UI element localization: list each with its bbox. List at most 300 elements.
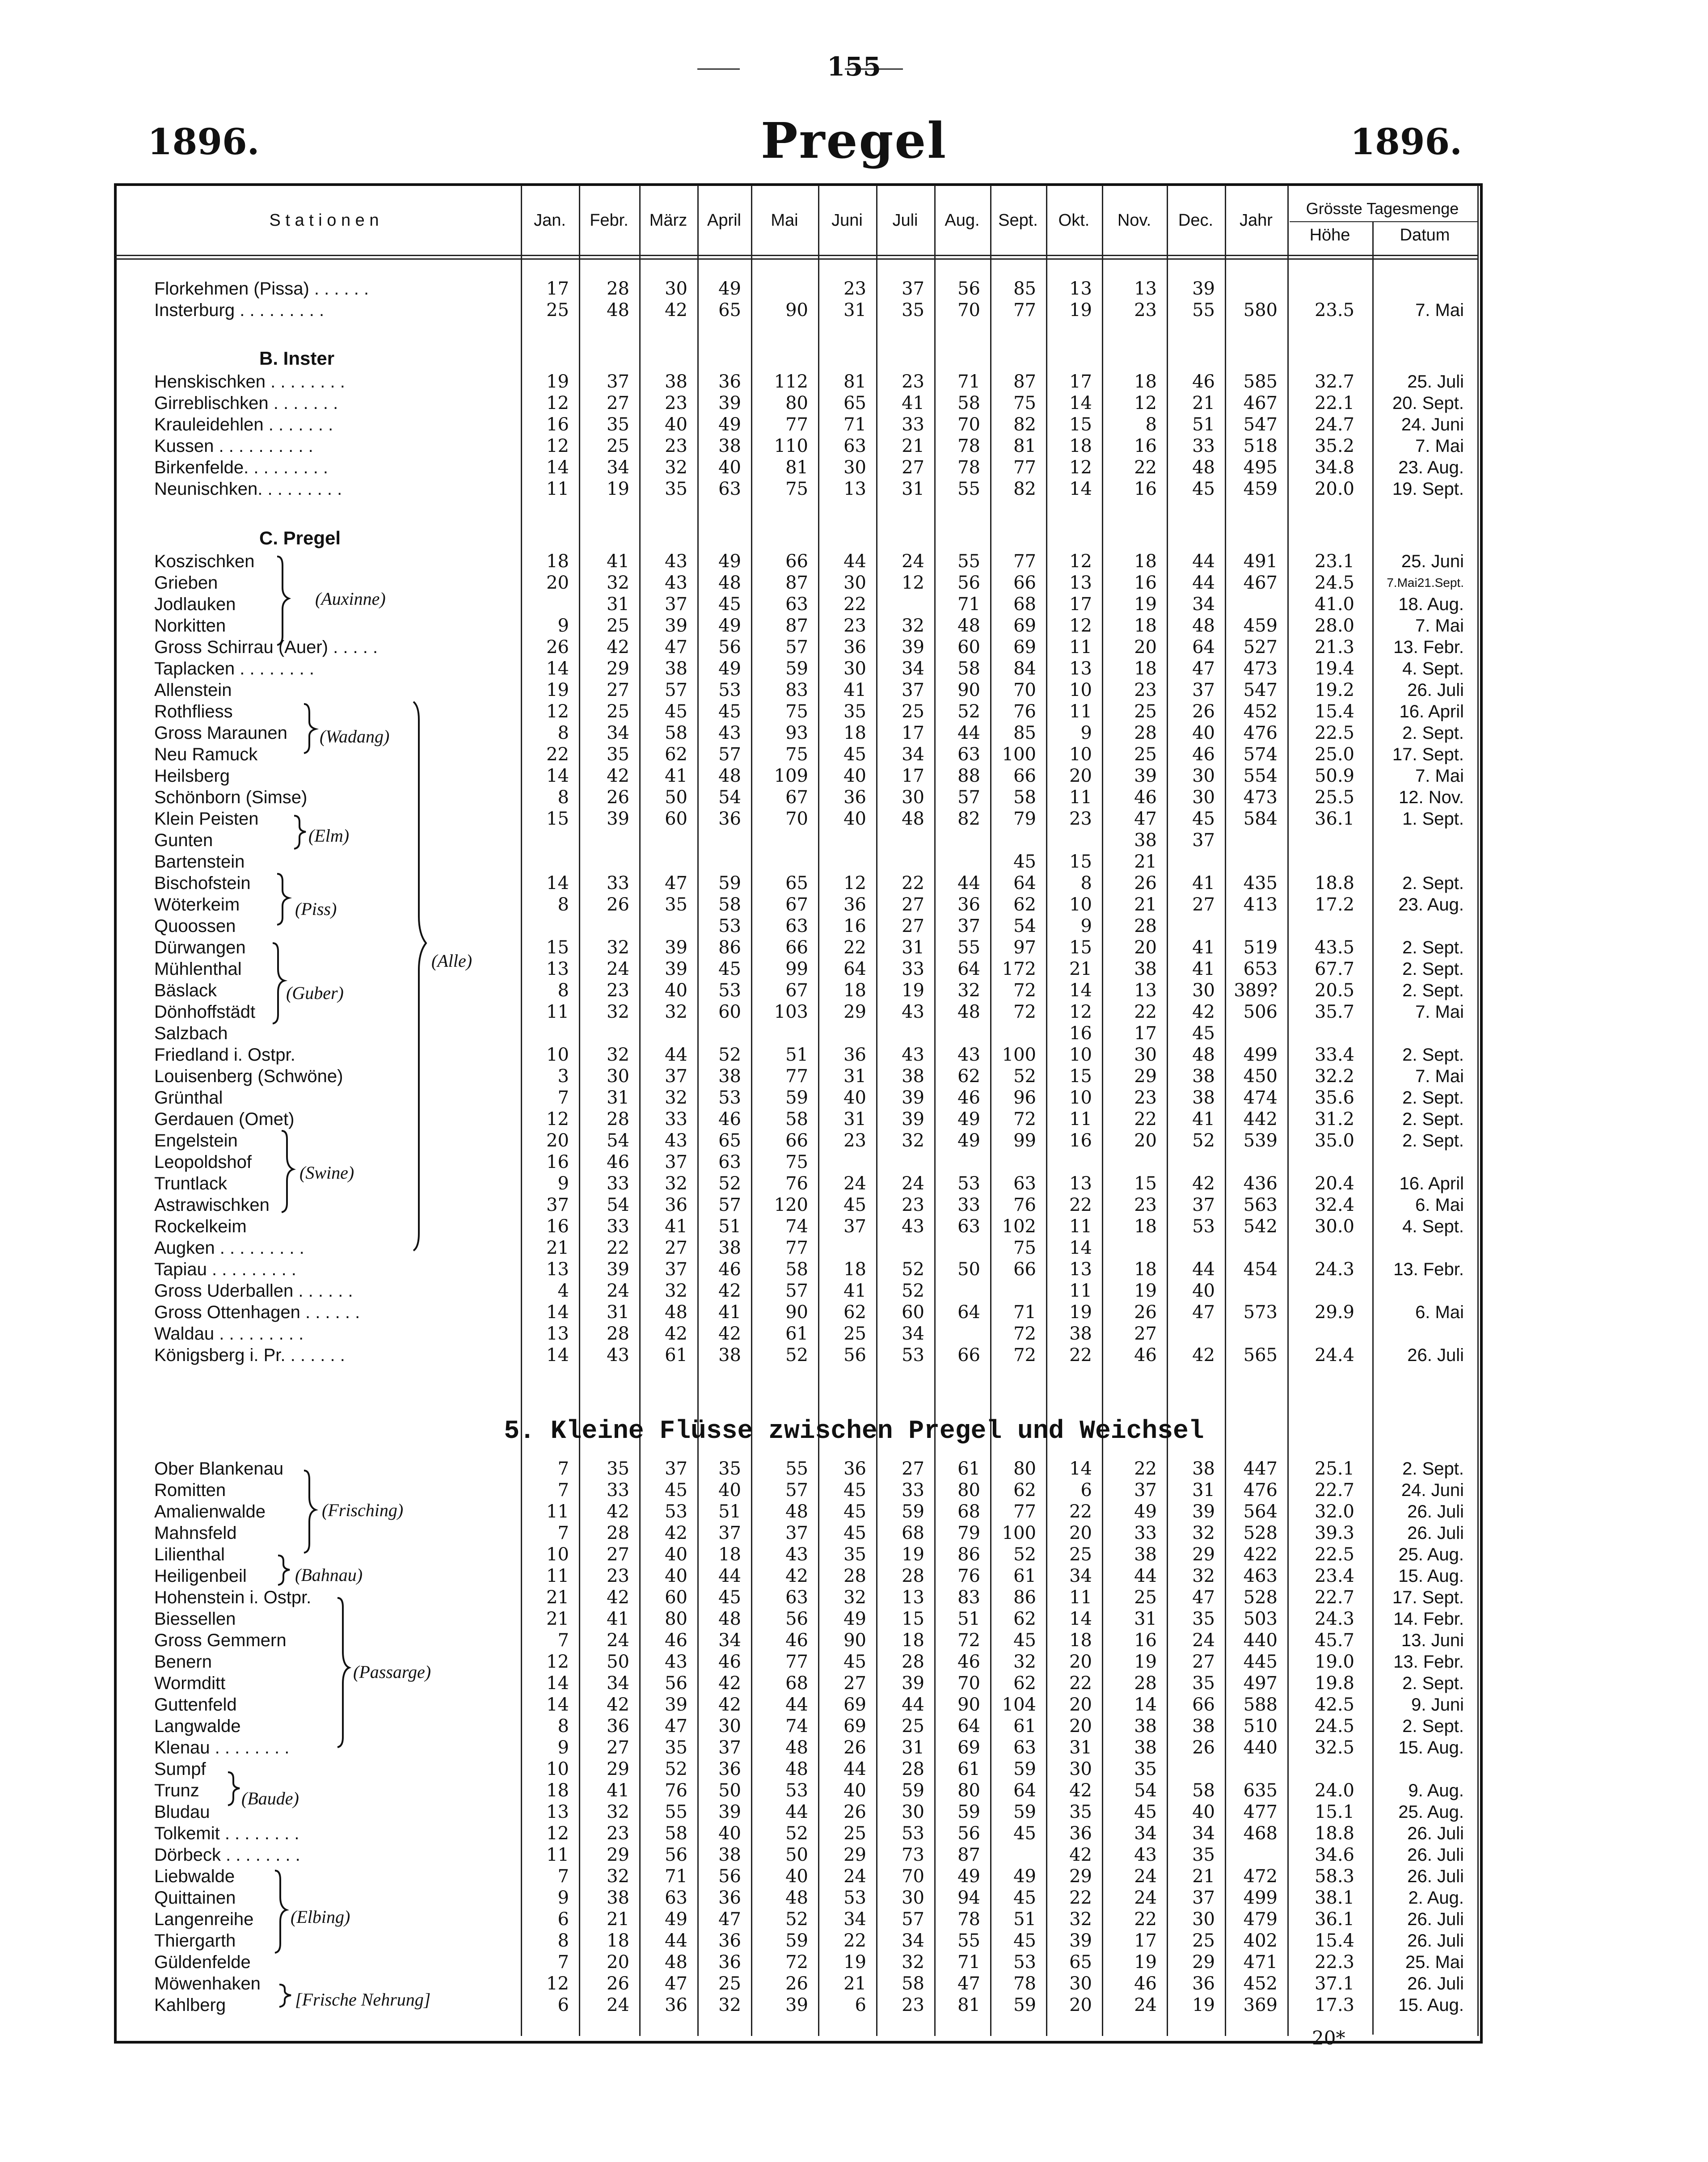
cell-jahr: 476 xyxy=(1243,1480,1278,1500)
cell-month: 26 xyxy=(1192,1737,1215,1758)
cell-jahr: 442 xyxy=(1243,1109,1278,1129)
cell-month: 48 xyxy=(718,1609,741,1629)
cell-month: 69 xyxy=(957,1737,980,1758)
cell-month: 49 xyxy=(718,278,741,299)
cell-month: 27 xyxy=(1192,894,1215,915)
cell-month: 59 xyxy=(957,1802,980,1822)
cell-month: 40 xyxy=(665,1566,687,1586)
cell-month: 29 xyxy=(1192,1952,1215,1972)
cell-jahr: 473 xyxy=(1243,787,1278,808)
cell-month: 64 xyxy=(957,1302,980,1323)
cell-month: 41 xyxy=(1192,873,1215,893)
cell-month: 46 xyxy=(1134,787,1157,808)
station-name: Augken . . . . . . . . . xyxy=(154,1238,304,1258)
header-month: Nov. xyxy=(1117,211,1151,230)
cell-month: 40 xyxy=(665,414,687,435)
cell-jahr: 542 xyxy=(1243,1216,1278,1237)
cell-month: 62 xyxy=(1013,894,1036,915)
cell-month: 96 xyxy=(1013,1087,1036,1108)
cell-max-height: 36.1 xyxy=(1314,809,1354,829)
cell-month: 36 xyxy=(1192,1973,1215,1994)
cell-month: 49 xyxy=(718,615,741,636)
cell-month: 39 xyxy=(665,937,687,958)
cell-month: 30 xyxy=(902,787,924,808)
cell-jahr: 527 xyxy=(1243,637,1278,657)
cell-month: 32 xyxy=(957,980,980,1001)
cell-month: 19 xyxy=(1069,1302,1092,1323)
cell-month: 78 xyxy=(957,457,980,478)
cell-month: 59 xyxy=(1013,1995,1036,2015)
cell-month: 26 xyxy=(607,1973,629,1994)
cell-month: 26 xyxy=(1192,701,1215,722)
cell-month: 41 xyxy=(718,1302,741,1323)
cell-jahr: 584 xyxy=(1243,809,1278,829)
cell-month: 28 xyxy=(843,1566,866,1586)
cell-month: 26 xyxy=(607,894,629,915)
cell-month: 21 xyxy=(902,436,924,456)
cell-month: 44 xyxy=(1192,1259,1215,1280)
cell-month: 19 xyxy=(607,479,629,499)
cell-month: 46 xyxy=(1192,371,1215,392)
cell-month: 30 xyxy=(665,278,687,299)
cell-month: 7 xyxy=(557,1523,569,1543)
cell-month: 8 xyxy=(557,787,569,808)
cell-month: 52 xyxy=(718,1173,741,1194)
cell-max-height: 19.0 xyxy=(1314,1652,1354,1672)
cell-max-height: 15.1 xyxy=(1314,1802,1354,1822)
header-month: April xyxy=(707,211,742,230)
cell-max-height: 22.5 xyxy=(1314,723,1354,743)
cell-max-date: 24. Juni xyxy=(1401,415,1464,434)
cell-month: 10 xyxy=(1069,744,1092,765)
cell-month: 8 xyxy=(1080,873,1092,893)
station-name: Gross Gemmern xyxy=(154,1631,287,1650)
station-name: Mühlenthal xyxy=(154,959,242,979)
cell-month: 45 xyxy=(1192,479,1215,499)
cell-month: 16 xyxy=(1069,1023,1092,1044)
cell-jahr: 440 xyxy=(1243,1630,1278,1651)
cell-month: 9 xyxy=(1080,723,1092,743)
station-name: Schönborn (Simse) xyxy=(154,788,308,807)
section-c-pregel: C. Pregel xyxy=(259,527,341,548)
cell-month: 14 xyxy=(1069,393,1092,413)
cell-month: 100 xyxy=(1002,1523,1036,1543)
cell-month: 86 xyxy=(1013,1587,1036,1608)
cell-month: 17 xyxy=(902,766,924,786)
cell-jahr: 519 xyxy=(1243,937,1278,958)
cell-month: 12 xyxy=(546,436,569,456)
cell-month: 13 xyxy=(1069,1173,1092,1194)
cell-month: 42 xyxy=(1192,1173,1215,1194)
cell-month: 16 xyxy=(1134,1630,1157,1651)
header-datum: Datum xyxy=(1400,226,1450,244)
cell-max-date: 26. Juli xyxy=(1407,1909,1464,1929)
cell-month: 80 xyxy=(957,1780,980,1801)
cell-month: 15 xyxy=(1069,937,1092,958)
cell-month: 13 xyxy=(1134,980,1157,1001)
cell-month: 63 xyxy=(1013,1737,1036,1758)
cell-month: 82 xyxy=(957,809,980,829)
cell-month: 70 xyxy=(902,1866,924,1887)
cell-max-height: 18.8 xyxy=(1314,873,1354,893)
cell-max-date: 2. Sept. xyxy=(1402,938,1464,957)
cell-max-height: 43.5 xyxy=(1314,937,1354,958)
cell-max-date: 17. Sept. xyxy=(1392,745,1464,764)
cell-month: 63 xyxy=(843,436,866,456)
cell-month: 38 xyxy=(1192,1458,1215,1479)
cell-month: 30 xyxy=(843,573,866,593)
cell-month: 35 xyxy=(1134,1759,1157,1779)
cell-month: 11 xyxy=(1069,1587,1092,1608)
cell-month: 12 xyxy=(843,873,866,893)
cell-month: 53 xyxy=(718,1087,741,1108)
cell-max-date: 2. Sept. xyxy=(1402,1088,1464,1108)
cell-month: 24 xyxy=(607,1995,629,2015)
cell-max-date: 13. Febr. xyxy=(1393,637,1464,657)
cell-month: 23 xyxy=(1134,300,1157,320)
cell-jahr: 467 xyxy=(1243,573,1278,593)
cell-month: 59 xyxy=(1013,1759,1036,1779)
cell-month: 18 xyxy=(1134,615,1157,636)
cell-month: 23 xyxy=(902,371,924,392)
cell-month: 65 xyxy=(718,1130,741,1151)
cell-month: 65 xyxy=(718,300,741,320)
cell-month: 66 xyxy=(785,1130,808,1151)
cell-month: 27 xyxy=(1192,1652,1215,1672)
header-jahr: Jahr xyxy=(1240,211,1273,230)
cell-month: 21 xyxy=(1069,959,1092,979)
cell-max-date: 7. Mai xyxy=(1415,1066,1464,1086)
cell-max-date: 2. Sept. xyxy=(1402,1109,1464,1129)
cell-month: 48 xyxy=(785,1501,808,1522)
station-name: Bludau xyxy=(154,1802,210,1822)
cell-jahr: 474 xyxy=(1243,1087,1278,1108)
cell-max-date: 26. Juli xyxy=(1407,680,1464,700)
cell-month: 56 xyxy=(957,573,980,593)
cell-month: 63 xyxy=(718,479,741,499)
cell-month: 4 xyxy=(557,1281,569,1301)
header-max-title: Grösste Tagesmenge xyxy=(1306,199,1459,218)
cell-max-height: 19.4 xyxy=(1314,658,1354,679)
cell-month: 42 xyxy=(607,637,629,657)
cell-month: 43 xyxy=(785,1544,808,1565)
cell-month: 77 xyxy=(785,414,808,435)
cell-month: 19 xyxy=(902,980,924,1001)
cell-month: 37 xyxy=(718,1737,741,1758)
cell-max-date: 6. Mai xyxy=(1415,1195,1464,1215)
cell-month: 27 xyxy=(902,457,924,478)
cell-month: 24 xyxy=(1192,1630,1215,1651)
cell-month: 10 xyxy=(1069,1087,1092,1108)
year-left: 1896. xyxy=(148,121,260,163)
cell-month: 23 xyxy=(843,278,866,299)
cell-max-date: 2. Sept. xyxy=(1402,1459,1464,1479)
cell-month: 21 xyxy=(1192,1866,1215,1887)
cell-max-date: 18. Aug. xyxy=(1398,594,1464,614)
cell-month: 9 xyxy=(557,1737,569,1758)
cell-month: 49 xyxy=(718,414,741,435)
cell-max-height: 29.9 xyxy=(1314,1302,1354,1323)
cell-month: 71 xyxy=(957,1952,980,1972)
cell-max-height: 50.9 xyxy=(1314,766,1354,786)
cell-month: 18 xyxy=(718,1544,741,1565)
cell-month: 17 xyxy=(1069,371,1092,392)
cell-month: 80 xyxy=(665,1609,687,1629)
cell-month: 56 xyxy=(665,1673,687,1694)
cell-month: 36 xyxy=(843,787,866,808)
cell-month: 20 xyxy=(546,573,569,593)
cell-month: 77 xyxy=(785,1652,808,1672)
cell-month: 41 xyxy=(1192,959,1215,979)
cell-month: 38 xyxy=(718,1845,741,1865)
cell-month: 61 xyxy=(1013,1716,1036,1736)
cell-month: 6 xyxy=(557,1909,569,1930)
cell-month: 67 xyxy=(785,787,808,808)
cell-month: 23 xyxy=(607,1823,629,1844)
cell-month: 81 xyxy=(1013,436,1036,456)
cell-month: 7 xyxy=(557,1458,569,1479)
cell-month: 37 xyxy=(546,1195,569,1215)
station-name: Girreblischken . . . . . . . xyxy=(154,393,338,413)
cell-month: 49 xyxy=(1134,1501,1157,1522)
cell-month: 10 xyxy=(1069,1045,1092,1065)
cell-month: 32 xyxy=(607,1802,629,1822)
cell-month: 38 xyxy=(718,1345,741,1365)
cell-month: 31 xyxy=(1134,1609,1157,1629)
cell-month: 35 xyxy=(1192,1609,1215,1629)
river-label-elm: (Elm) xyxy=(308,826,350,846)
cell-jahr: 506 xyxy=(1243,1002,1278,1022)
cell-month: 53 xyxy=(785,1780,808,1801)
cell-month: 55 xyxy=(957,937,980,958)
cell-month: 30 xyxy=(902,1888,924,1908)
cell-month: 18 xyxy=(1134,658,1157,679)
cell-month: 64 xyxy=(1192,637,1215,657)
cell-month: 25 xyxy=(607,436,629,456)
cell-month: 58 xyxy=(957,658,980,679)
cell-month: 38 xyxy=(607,1888,629,1908)
cell-month: 14 xyxy=(546,766,569,786)
river-label-alle: (Alle) xyxy=(431,951,472,971)
cell-month: 30 xyxy=(1069,1973,1092,1994)
cell-max-height: 18.8 xyxy=(1314,1823,1354,1844)
cell-month: 39 xyxy=(665,615,687,636)
station-name: Henskischken . . . . . . . . xyxy=(154,372,345,392)
station-name: Neunischken. . . . . . . . . xyxy=(154,479,342,499)
header-hoehe: Höhe xyxy=(1309,226,1350,244)
cell-month: 12 xyxy=(546,1823,569,1844)
cell-max-date: 26. Juli xyxy=(1407,1931,1464,1951)
cell-month: 99 xyxy=(1013,1130,1036,1151)
cell-month: 87 xyxy=(785,615,808,636)
cell-month: 41 xyxy=(843,1281,866,1301)
cell-month: 80 xyxy=(1013,1458,1036,1479)
cell-month: 24 xyxy=(1134,1888,1157,1908)
cell-jahr: 463 xyxy=(1243,1566,1278,1586)
cell-month: 28 xyxy=(607,1523,629,1543)
cell-month: 47 xyxy=(718,1909,741,1930)
cell-month: 40 xyxy=(665,980,687,1001)
cell-month: 36 xyxy=(665,1195,687,1215)
station-name: Louisenberg (Schwöne) xyxy=(154,1066,343,1086)
cell-month: 42 xyxy=(665,1523,687,1543)
cell-jahr: 495 xyxy=(1243,457,1278,478)
cell-month: 41 xyxy=(665,1216,687,1237)
cell-month: 12 xyxy=(546,701,569,722)
cell-month: 24 xyxy=(607,959,629,979)
cell-month: 45 xyxy=(843,744,866,765)
cell-month: 42 xyxy=(607,766,629,786)
cell-month: 27 xyxy=(902,894,924,915)
cell-month: 63 xyxy=(785,594,808,615)
cell-month: 78 xyxy=(1013,1973,1036,1994)
cell-month: 19 xyxy=(1134,1281,1157,1301)
cell-month: 18 xyxy=(1069,1630,1092,1651)
cell-jahr: 369 xyxy=(1243,1995,1278,2015)
cell-month: 61 xyxy=(957,1759,980,1779)
cell-month: 36 xyxy=(718,1759,741,1779)
cell-max-height: 19.8 xyxy=(1314,1673,1354,1694)
cell-month: 74 xyxy=(785,1216,808,1237)
cell-month: 103 xyxy=(774,1002,808,1022)
cell-month: 37 xyxy=(902,680,924,700)
cell-month: 23 xyxy=(665,393,687,413)
cell-month: 39 xyxy=(718,393,741,413)
cell-month: 34 xyxy=(607,723,629,743)
cell-jahr: 454 xyxy=(1243,1259,1278,1280)
cell-month: 22 xyxy=(843,594,866,615)
cell-month: 59 xyxy=(785,1930,808,1951)
cell-month: 22 xyxy=(1069,1195,1092,1215)
cell-month: 57 xyxy=(718,1195,741,1215)
cell-month: 36 xyxy=(843,1045,866,1065)
header-month: Mai xyxy=(771,211,798,230)
cell-jahr: 402 xyxy=(1243,1930,1278,1951)
cell-month: 23 xyxy=(1134,1087,1157,1108)
cell-max-height: 36.1 xyxy=(1314,1909,1354,1930)
cell-month: 66 xyxy=(1013,1259,1036,1280)
cell-jahr: 635 xyxy=(1243,1780,1278,1801)
cell-month: 20 xyxy=(607,1952,629,1972)
cell-month: 13 xyxy=(546,1323,569,1344)
cell-jahr: 459 xyxy=(1243,479,1278,499)
cell-max-date: 24. Juni xyxy=(1401,1480,1464,1500)
cell-month: 43 xyxy=(718,723,741,743)
cell-month: 45 xyxy=(1192,1023,1215,1044)
cell-month: 45 xyxy=(843,1501,866,1522)
cell-jahr: 479 xyxy=(1243,1909,1278,1930)
river-label-elbing: (Elbing) xyxy=(291,1907,350,1927)
cell-month: 33 xyxy=(607,1480,629,1500)
cell-month: 68 xyxy=(785,1673,808,1694)
cell-month: 14 xyxy=(1069,1458,1092,1479)
cell-month: 45 xyxy=(1134,1802,1157,1822)
cell-month: 26 xyxy=(843,1802,866,1822)
cell-month: 52 xyxy=(785,1823,808,1844)
cell-jahr: 565 xyxy=(1243,1345,1278,1365)
cell-month: 87 xyxy=(1013,371,1036,392)
cell-month: 35 xyxy=(607,1458,629,1479)
cell-month: 37 xyxy=(957,916,980,936)
cell-month: 97 xyxy=(1013,937,1036,958)
cell-month: 23 xyxy=(665,436,687,456)
cell-month: 59 xyxy=(785,1087,808,1108)
cell-max-height: 25.5 xyxy=(1314,787,1354,808)
cell-month: 47 xyxy=(665,637,687,657)
cell-month: 76 xyxy=(785,1173,808,1194)
cell-month: 18 xyxy=(843,980,866,1001)
cell-month: 34 xyxy=(1192,1823,1215,1844)
cell-month: 66 xyxy=(785,937,808,958)
cell-month: 72 xyxy=(1013,1002,1036,1022)
cell-month: 17 xyxy=(546,278,569,299)
station-name: Quittainen xyxy=(154,1888,236,1908)
cell-month: 15 xyxy=(546,809,569,829)
cell-month: 19 xyxy=(546,680,569,700)
cell-jahr: 445 xyxy=(1243,1652,1278,1672)
cell-month: 38 xyxy=(718,1066,741,1087)
cell-jahr: 452 xyxy=(1243,1973,1278,1994)
cell-month: 53 xyxy=(718,980,741,1001)
cell-jahr: 413 xyxy=(1243,894,1278,915)
station-name: Bischofstein xyxy=(154,873,251,893)
cell-month: 24 xyxy=(902,1173,924,1194)
cell-month: 55 xyxy=(957,551,980,572)
cell-month: 25 xyxy=(902,1716,924,1736)
cell-month: 37 xyxy=(1192,830,1215,851)
cell-max-height: 45.7 xyxy=(1314,1630,1354,1651)
cell-month: 31 xyxy=(843,1109,866,1129)
cell-max-date: 2. Sept. xyxy=(1402,1131,1464,1151)
station-name: Bäslack xyxy=(154,981,217,1000)
cell-month: 11 xyxy=(1069,701,1092,722)
cell-month: 44 xyxy=(665,1045,687,1065)
cell-month: 43 xyxy=(902,1045,924,1065)
cell-month: 48 xyxy=(607,300,629,320)
cell-month: 46 xyxy=(665,1630,687,1651)
cell-month: 77 xyxy=(1013,457,1036,478)
station-name: Neu Ramuck xyxy=(154,745,258,764)
cell-month: 32 xyxy=(607,1002,629,1022)
cell-month: 51 xyxy=(718,1216,741,1237)
cell-max-date: 26. Juli xyxy=(1407,1974,1464,1993)
cell-month: 6 xyxy=(855,1995,866,2015)
cell-max-height: 35.7 xyxy=(1314,1002,1354,1022)
station-name: Guttenfeld xyxy=(154,1695,237,1715)
cell-month: 55 xyxy=(957,479,980,499)
cell-month: 66 xyxy=(1013,766,1036,786)
cell-month: 40 xyxy=(1192,1281,1215,1301)
cell-month: 46 xyxy=(1192,744,1215,765)
cell-month: 20 xyxy=(1069,766,1092,786)
cell-month: 36 xyxy=(718,1888,741,1908)
cell-max-height: 42.5 xyxy=(1314,1694,1354,1715)
station-name: Rothfliess xyxy=(154,702,233,721)
cell-month: 40 xyxy=(718,1480,741,1500)
cell-month: 16 xyxy=(1134,436,1157,456)
page-title: Pregel xyxy=(760,112,948,169)
cell-month: 22 xyxy=(1069,1888,1092,1908)
cell-month: 52 xyxy=(1013,1544,1036,1565)
cell-month: 68 xyxy=(1013,594,1036,615)
cell-month: 49 xyxy=(957,1130,980,1151)
cell-month: 112 xyxy=(774,371,808,392)
cell-month: 52 xyxy=(785,1909,808,1930)
cell-month: 13 xyxy=(1069,658,1092,679)
cell-max-date: 2. Sept. xyxy=(1402,873,1464,893)
cell-month: 45 xyxy=(665,1480,687,1500)
cell-month: 14 xyxy=(1069,1238,1092,1258)
